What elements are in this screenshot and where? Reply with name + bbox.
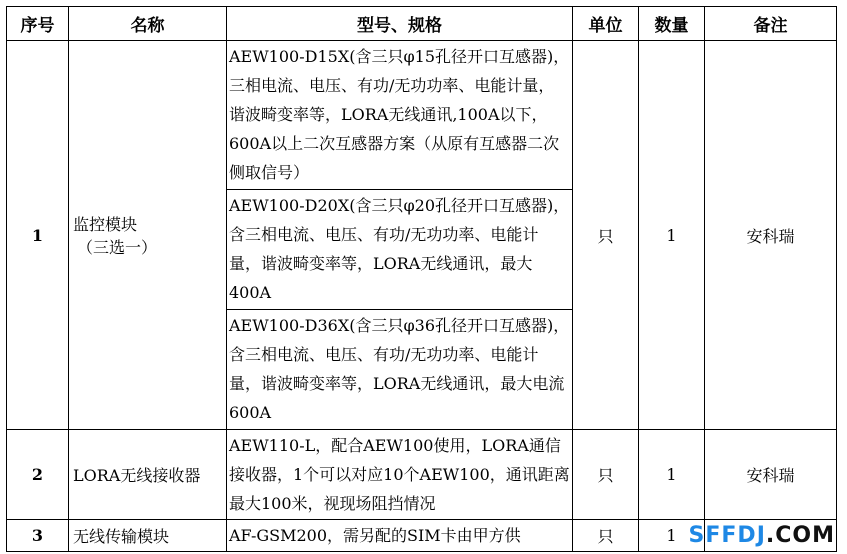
header-name: 名称: [69, 7, 227, 41]
row2-name: LORA无线接收器: [69, 430, 227, 520]
header-qty: 数量: [639, 7, 705, 41]
row1-qty: 1: [639, 41, 705, 430]
spec-table: [6, 6, 837, 552]
row2-spec: AEW110-L，配合AEW100使用，LORA通信接收器，1个可以对应10个AEW100，通讯距离最大100米，视现场阻挡情况: [227, 430, 573, 520]
row3-seq: 3: [7, 520, 69, 552]
watermark-prefix: SFFDJ: [688, 523, 766, 548]
row1-name-line2: （三选一）: [77, 238, 158, 257]
row2-seq: 2: [7, 430, 69, 520]
watermark-logo: [689, 523, 835, 548]
row2-qty: 1: [639, 430, 705, 520]
row1-spec-option3: AEW100-D36X(含三只φ36孔径开口互感器)，含三相电流、电压、有功/无功功率、电能计量，谐波畸变率等，LORA无线通讯，最大电流600A: [227, 310, 573, 430]
header-row: [7, 7, 837, 41]
row1-name-line1: 监控模块: [73, 215, 138, 234]
row1-note: 安科瑞: [705, 41, 837, 430]
row3-unit: 只: [573, 520, 639, 552]
table-row: [7, 41, 837, 190]
row3-name: 无线传输模块: [69, 520, 227, 552]
header-spec: 型号、规格: [227, 7, 573, 41]
header-seq: 序号: [7, 7, 69, 41]
row2-note: 安科瑞: [705, 430, 837, 520]
row3-spec: AF-GSM200，需另配的SIM卡由甲方供: [227, 520, 573, 552]
row1-spec-option2: AEW100-D20X(含三只φ20孔径开口互感器)，含三相电流、电压、有功/无功功率、电能计量，谐波畸变率等，LORA无线通讯，最大400A: [227, 190, 573, 310]
header-note: 备注: [705, 7, 837, 41]
row2-unit: 只: [573, 430, 639, 520]
row1-name: [69, 41, 227, 430]
row1-spec-option1: AEW100-D15X(含三只φ15孔径开口互感器)，三相电流、电压、有功/无功功率、电能计量，谐波畸变率等，LORA无线通讯,100A以下，600A以上二次互感器方案（从原有互感器二次侧取信号）: [227, 41, 573, 190]
header-unit: 单位: [573, 7, 639, 41]
watermark-suffix: .COM: [765, 523, 835, 548]
row3-qty: 1: [639, 520, 705, 552]
row1-seq: 1: [7, 41, 69, 430]
table-row: [7, 430, 837, 520]
row1-unit: 只: [573, 41, 639, 430]
